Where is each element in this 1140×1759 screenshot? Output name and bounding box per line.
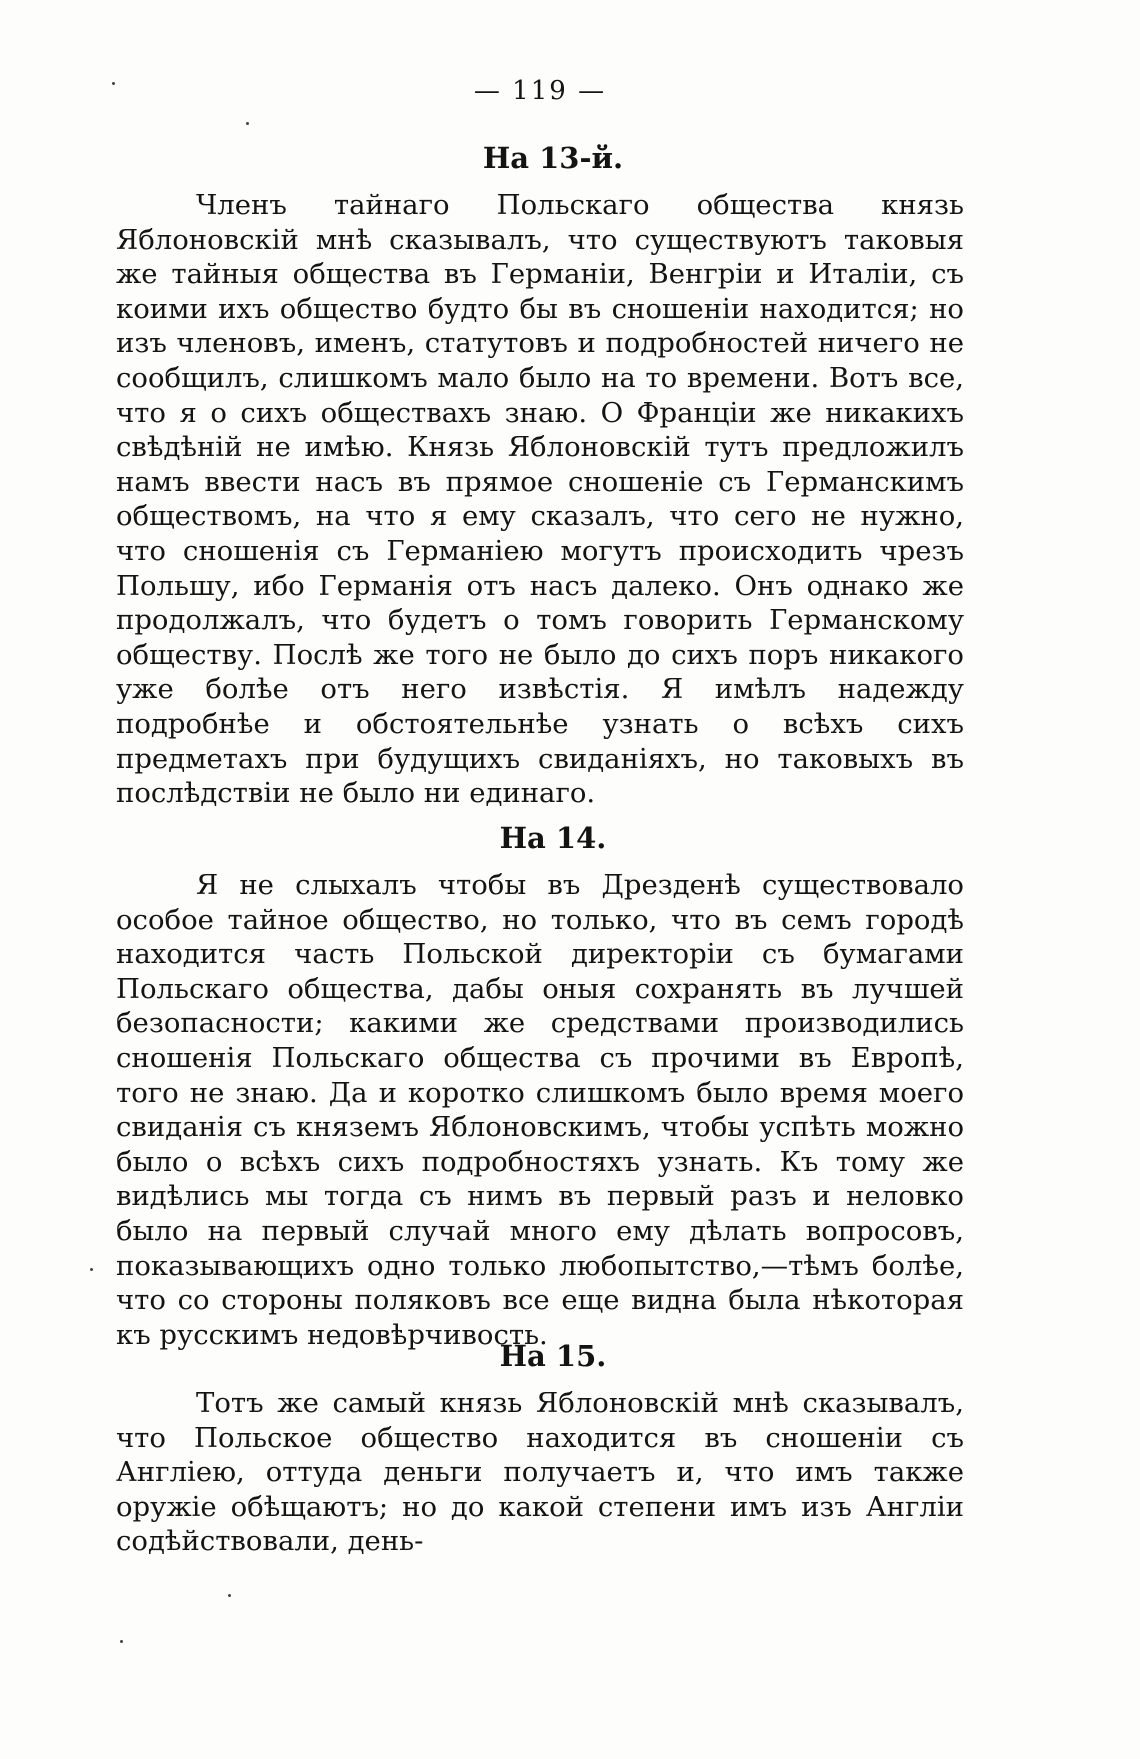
print-speck bbox=[246, 122, 249, 125]
section-heading: На 13-й. bbox=[482, 141, 624, 175]
print-speck bbox=[228, 1594, 231, 1597]
section-paragraph: Я не слыхалъ чтобы въ Дрезденѣ существовало особое тайное общество, но только, что въ семъ городѣ находится часть Польской директоріи съ бумагами Польскаго общества, дабы оныя сохранять въ лучшей безопасности; какими же средствами производились сношенія Польскаго общества съ прочими въ Европѣ, того не знаю. Да и коротко слишкомъ было время моего свиданія съ княземъ Яблоновскимъ, чтобы успѣть можно было о всѣхъ сихъ подробностяхъ узнать. Къ тому же видѣлись мы тогда съ нимъ въ первый разъ и неловко было на первый случай много ему дѣлать вопросовъ, показывающихъ одно только любопытство,—тѣмъ болѣе, что со стороны поляковъ все еще видна была нѣкоторая къ русскимъ недовѣрчивость. bbox=[116, 869, 964, 1351]
section-heading: На 15. bbox=[499, 1339, 607, 1373]
section-15 bbox=[116, 1336, 964, 1559]
section-paragraph: Членъ тайнаго Польскаго общества князь Яблоновскій мнѣ сказывалъ, что существуютъ таковыя же тайныя общества въ Германіи, Венгріи и Италіи, съ коими ихъ общество будто бы въ сношеніи находится; но изъ членовъ, именъ, статутовъ и подробностей ничего не сообщилъ, слишкомъ мало было на то времени. Вотъ все, что я о сихъ обществахъ знаю. О Франціи же никакихъ свѣдѣній не имѣю. Князь Яблоновскій тутъ предложилъ намъ ввести насъ въ прямое сношеніе съ Германскимъ обществомъ, на что я ему сказалъ, что сего не нужно, что сношенія съ Германіею могутъ происходить чрезъ Польшу, ибо Германія отъ насъ далеко. Онъ однако же продолжалъ, что будетъ о томъ говорить Германскому обществу. Послѣ же того не было до сихъ поръ никакого уже болѣе отъ него извѣстія. Я имѣлъ надежду подробнѣе и обстоятельнѣе узнать о всѣхъ сихъ предметахъ при будущихъ свиданіяхъ, но таковыхъ въ послѣдствіи не было ни единаго. bbox=[116, 189, 964, 810]
print-speck bbox=[112, 82, 115, 85]
print-speck bbox=[120, 1640, 123, 1643]
section-heading: На 14. bbox=[499, 821, 607, 855]
section-14 bbox=[116, 818, 964, 1352]
page-number: — 119 — bbox=[473, 76, 607, 106]
print-speck bbox=[90, 1268, 93, 1271]
section-paragraph: Тотъ же самый князь Яблоновскій мнѣ сказывалъ, что Польское общество находится въ сношеніи съ Англіею, оттуда деньги получаетъ и, что имъ также оружіе обѣщаютъ; но до какой степени имъ изъ Англіи содѣйствовали, день- bbox=[116, 1387, 964, 1558]
section-13 bbox=[116, 138, 964, 811]
